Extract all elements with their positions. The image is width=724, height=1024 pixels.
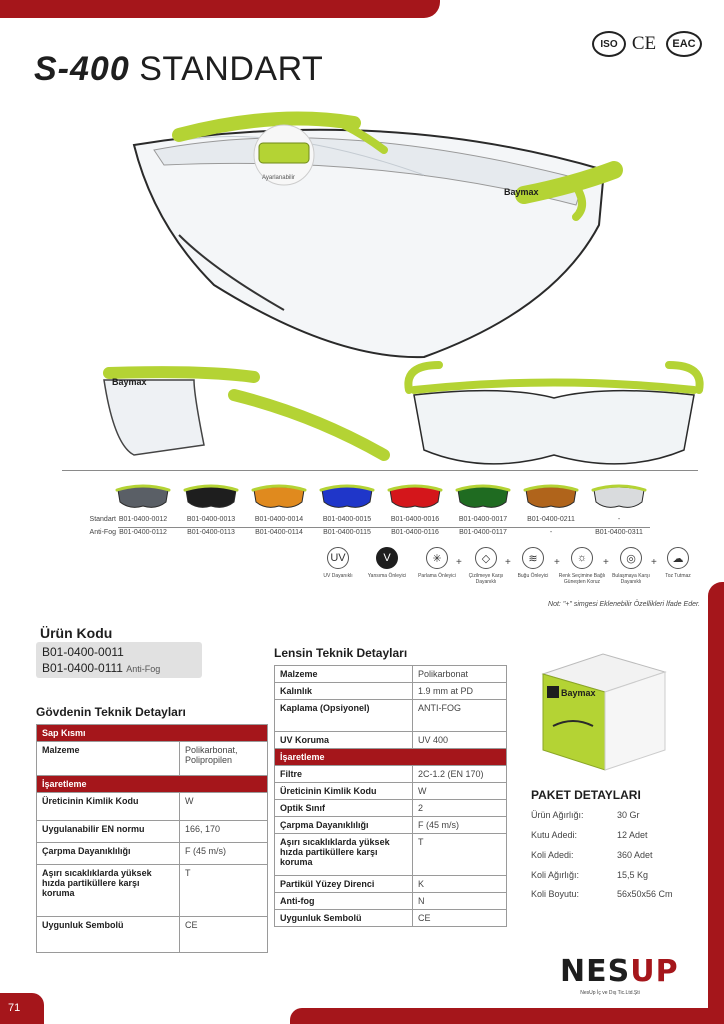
- body-specs-table: [36, 724, 268, 953]
- antifog-code: -: [549, 529, 553, 536]
- table-row: Aşırı sıcaklıklarda yüksek hızda partiküllere karşı koruma T: [37, 865, 268, 917]
- standart-code: B01-0400-0012: [118, 516, 168, 523]
- variant-glasses-swatch: [454, 482, 512, 512]
- table-row: Çarpma Dayanıklılığı F (45 m/s): [37, 843, 268, 865]
- table-row: Malzeme Polikarbonat: [275, 666, 507, 683]
- bottom-red-band: [290, 1008, 724, 1024]
- lens-specs-heading: Lensin Teknik Detayları: [274, 646, 408, 660]
- anti-reflection-icon: V: [376, 547, 398, 569]
- variant-glasses-swatch: [182, 482, 240, 512]
- plus-sign: +: [651, 557, 657, 568]
- main-brand-mark: Baymax: [504, 187, 539, 197]
- row-label-antifog: Anti-Fog: [89, 529, 116, 536]
- standart-code: B01-0400-0017: [458, 516, 508, 523]
- lens-specs-table: [274, 665, 507, 927]
- adjustable-callout: Ayarlanabilir: [262, 175, 295, 181]
- standart-code: -: [617, 516, 621, 523]
- table-row: Uygunluk Sembolü CE: [37, 917, 268, 953]
- product-code-standard: B01-0400-0011: [42, 645, 124, 659]
- table-row: Malzeme Polikarbonat, Polipropilen: [37, 742, 268, 776]
- box-brand-mark: Baymax: [561, 688, 596, 698]
- feature-anti-glare: ✳ Parlama Önleyici: [411, 547, 463, 579]
- page-title: [34, 50, 323, 89]
- antifog-code: B01-0400-0112: [119, 529, 167, 536]
- top-red-band: [0, 0, 440, 18]
- feature-uv: UV UV Dayanıklı: [312, 547, 364, 579]
- variant-strip-top-line: [62, 470, 698, 471]
- ce-mark-icon: CE: [631, 33, 657, 54]
- variant-strip-mid-line: [118, 527, 650, 528]
- table-row: İşaretleme: [275, 749, 507, 766]
- table-row: Kalınlık 1.9 mm at PD: [275, 683, 507, 700]
- product-code-heading: Ürün Kodu: [40, 625, 113, 641]
- table-row: Uygunluk Sembolü CE: [275, 910, 507, 927]
- package-box-image: [533, 646, 673, 774]
- table-row: Aşırı sıcaklıklarda yüksek hızda partiküllere karşı koruma T: [275, 834, 507, 876]
- page-number-tab: [0, 993, 44, 1024]
- features-note: Not: "+" simgesi Eklenebilir Özellikleri İfade Eder.: [548, 601, 700, 608]
- package-row: Kutu Adedi: 12 Adet: [531, 830, 648, 840]
- package-row: Koli Ağırlığı: 15,5 Kg: [531, 870, 649, 880]
- scratch-resistant-icon: ◇: [475, 547, 497, 569]
- antifog-code: B01-0400-0311: [595, 529, 643, 536]
- product-photos: [84, 95, 724, 480]
- uv-protection-icon: UV: [327, 547, 349, 569]
- anti-fog-icon: ≋: [522, 547, 544, 569]
- side-view-image: [104, 372, 384, 455]
- table-row: Anti-fog N: [275, 893, 507, 910]
- plus-sign: +: [603, 557, 609, 568]
- variant-glasses-swatch: [114, 482, 172, 512]
- model-name: S-400: [34, 50, 130, 88]
- feature-anti-fog: ≋ Buğu Önleyici: [507, 547, 559, 579]
- model-variant: STANDART: [139, 50, 324, 88]
- package-heading: PAKET DETAYLARI: [531, 788, 641, 802]
- table-row: Uygulanabilir EN normu 166, 170: [37, 821, 268, 843]
- plus-sign: +: [554, 557, 560, 568]
- anti-glare-icon: ✳: [426, 547, 448, 569]
- dust-resistant-icon: ☁: [667, 547, 689, 569]
- row-label-standart: Standart: [89, 516, 116, 523]
- antifog-code: B01-0400-0114: [255, 529, 303, 536]
- fingerprint-icon: ◎: [620, 547, 642, 569]
- feature-scratch-resistant: ◇ Çizilmeye Karşı Dayanıklı: [460, 547, 512, 585]
- feature-anti-reflection: V Yansıma Önleyici: [361, 547, 413, 579]
- package-row: Koli Adedi: 360 Adet: [531, 850, 653, 860]
- package-row: Koli Boyutu: 56x50x56 Cm: [531, 889, 673, 899]
- table-row: Sap Kısmı: [37, 725, 268, 742]
- feature-photochromic: ☼ Renk Seçimine Bağlı Güneşten Koruz: [556, 547, 608, 585]
- table-row: Üreticinin Kimlik Kodu W: [37, 793, 268, 821]
- variant-glasses-swatch: [250, 482, 308, 512]
- main-glasses-image: [134, 119, 614, 358]
- table-row: Partikül Yüzey Direnci K: [275, 876, 507, 893]
- plus-sign: +: [456, 557, 462, 568]
- company-logo: NESUP NesUp İç ve Dış Tic.Ltd.Şti: [560, 954, 679, 996]
- standart-code: B01-0400-0016: [390, 516, 440, 523]
- standart-code: B01-0400-0015: [322, 516, 372, 523]
- body-specs-heading: Gövdenin Teknik Detayları: [36, 705, 186, 719]
- variant-glasses-swatch: [386, 482, 444, 512]
- right-red-band: [708, 582, 724, 1024]
- variant-glasses-swatch: [522, 482, 580, 512]
- table-row: Kaplama (Opsiyonel) ANTI-FOG: [275, 700, 507, 732]
- photochromic-icon: ☼: [571, 547, 593, 569]
- table-row: Filtre 2C-1.2 (EN 170): [275, 766, 507, 783]
- table-row: UV Koruma UV 400: [275, 732, 507, 749]
- table-row: Çarpma Dayanıklılığı F (45 m/s): [275, 817, 507, 834]
- antifog-code: B01-0400-0117: [459, 529, 507, 536]
- table-row: Optik Sınıf 2: [275, 800, 507, 817]
- standart-code: B01-0400-0014: [254, 516, 304, 523]
- standart-code: B01-0400-0013: [186, 516, 236, 523]
- front-view-image: [408, 365, 699, 464]
- plus-sign: +: [505, 557, 511, 568]
- table-row: Üreticinin Kimlik Kodu W: [275, 783, 507, 800]
- side-brand-mark: Baymax: [112, 377, 147, 387]
- variant-glasses-swatch: [318, 482, 376, 512]
- product-code-antifog: B01-0400-0111 Anti-Fog: [42, 661, 161, 675]
- antifog-code: B01-0400-0115: [323, 529, 371, 536]
- page-number: 71: [8, 1002, 21, 1014]
- variant-glasses-swatch: [590, 482, 648, 512]
- iso-certification-icon: ISO: [592, 31, 626, 57]
- antifog-code: B01-0400-0113: [187, 529, 235, 536]
- feature-dust-resistant: ☁ Toz Tutmaz: [652, 547, 704, 579]
- standart-code: B01-0400-0211: [527, 516, 575, 523]
- package-row: Ürün Ağırlığı: 30 Gr: [531, 810, 640, 820]
- table-row: İşaretleme: [37, 776, 268, 793]
- antifog-code: B01-0400-0116: [391, 529, 439, 536]
- feature-smudge-resistant: ◎ Bulaşmaya Karşı Dayanıklı: [605, 547, 657, 585]
- eac-mark-icon: EAC: [666, 31, 702, 57]
